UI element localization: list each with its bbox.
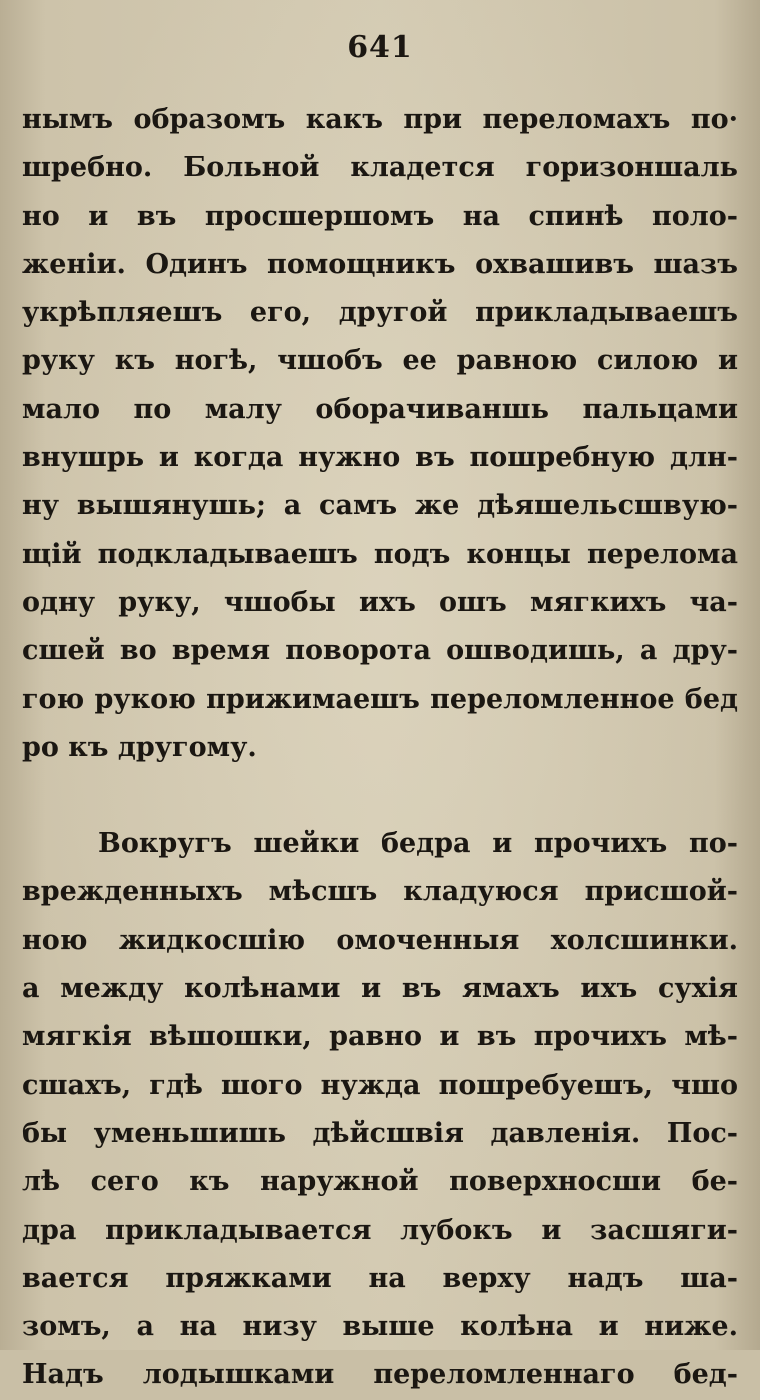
paragraph-spacer: [22, 772, 738, 820]
text-line: ною жидкосшію омоченныя холсшинки.: [22, 924, 738, 956]
text-line: а между колѣнами и въ ямахъ ихъ сухія: [22, 973, 738, 1005]
text-line: руку къ ногѣ, чшобъ ее равною силою и: [22, 345, 738, 377]
text-line: дра прикладывается лубокъ и засшяги-: [22, 1214, 738, 1246]
text-line: бы уменьшишь дѣйсшвія давленія. Пос-: [22, 1117, 738, 1149]
text-line: сшей во время поворота ошводишь, а дру-: [22, 635, 738, 667]
text-line: женіи. Одинъ помощникъ охвашивъ шазъ: [22, 248, 738, 280]
text-line: вается пряжками на верху надъ ша-: [22, 1262, 738, 1294]
text-line: нымъ образомъ какъ при переломахъ по·: [22, 104, 738, 135]
text-line: внушрь и когда нужно въ пошребную длн-: [22, 442, 738, 474]
text-line: шребно. Больной кладется горизоншаль: [22, 152, 738, 184]
text-line: лѣ сего къ наружной поверхносши бе-: [22, 1166, 738, 1198]
text-line: мало по малу оборачиваншь пальцами: [22, 393, 738, 425]
paragraph-1: [22, 96, 738, 772]
text-line: сшахъ, гдѣ шого нужда пошребуешъ, чшо: [22, 1069, 738, 1101]
text-line: щій подкладываешъ подъ концы перелома: [22, 538, 738, 570]
text-line: укрѣпляешъ его, другой прикладываешъ: [22, 297, 738, 329]
paragraph-2: [22, 820, 738, 1400]
text-line: зомъ, а на низу выше колѣна и ниже.: [22, 1311, 738, 1343]
text-line: гою рукою прижимаешъ переломленное бед: [22, 683, 738, 715]
text-line: Вокругъ шейки бедра и прочихъ по-: [98, 828, 738, 860]
text-line: ро къ другому.: [22, 731, 257, 763]
text-line: ну вышянушь; а самъ же дѣяшельсшвую-: [22, 490, 738, 522]
text-line: но и въ просшершомъ на спинѣ поло-: [22, 200, 738, 232]
text-line: одну руку, чшобы ихъ ошъ мягкихъ ча-: [22, 586, 738, 618]
text-body: [22, 96, 738, 1400]
text-line: врежденныхъ мѣсшъ кладуюся присшой-: [22, 876, 738, 908]
text-line: мягкія вѣшошки, равно и въ прочихъ мѣ-: [22, 1021, 738, 1053]
text-line: Надъ лодышками переломленнаго бед-: [22, 1359, 738, 1391]
page-number: 641: [347, 30, 413, 65]
